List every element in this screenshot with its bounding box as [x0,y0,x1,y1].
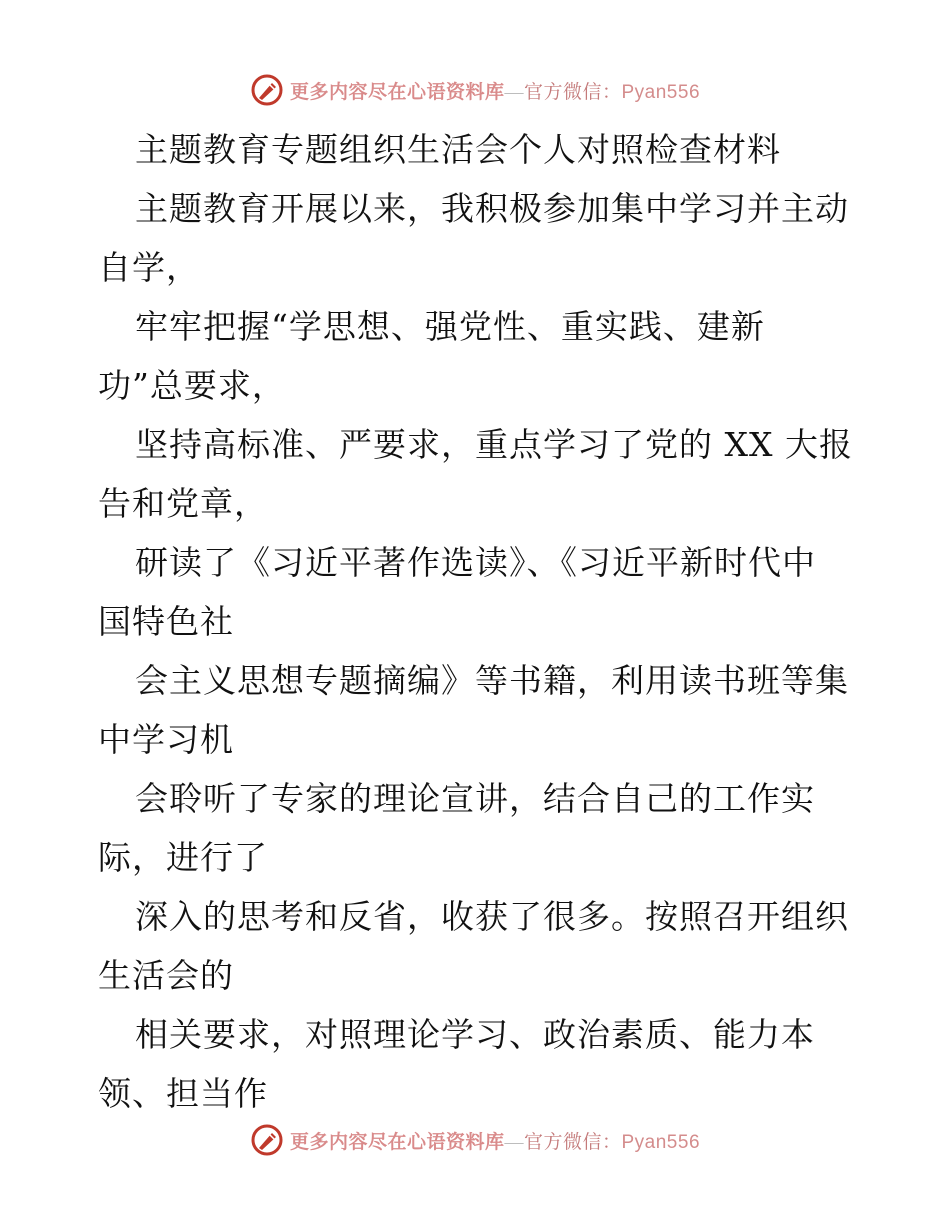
paragraph-line: 际，进行了 [98,838,268,877]
paragraph-line: 牢牢把握“学思想、强党性、重实践、建新 [135,307,765,346]
watermark-text: 更多内容尽在心语资料库—官方微信：Pyan556 [289,1131,701,1153]
paragraph-line: 相关要求，对照理论学习、政治素质、能力本 [135,1015,815,1054]
paragraph-line: 坚持高标准、严要求，重点学习了党的 XX 大报 [135,425,853,464]
paragraph-line: 中学习机 [98,720,234,759]
paragraph-line: 会聆听了专家的理论宣讲，结合自己的工作实 [135,779,815,818]
paragraph-line: 生活会的 [98,956,234,995]
paragraph-line: 功”总要求， [98,366,286,405]
fountain-pen-logo-icon [250,73,284,107]
document-body [98,120,858,1123]
paragraph-line: 会主义思想专题摘编》等书籍，利用读书班等集 [135,661,849,700]
header-watermark [0,70,950,110]
paragraph-line: 研读了《习近平著作选读》、《习近平新时代中 [135,543,816,582]
paragraph-line: 国特色社 [98,602,234,641]
paragraph-line: 领、担当作 [98,1074,268,1113]
watermark-text: 更多内容尽在心语资料库—官方微信：Pyan556 [289,81,701,103]
paragraph-line: 告和党章， [98,484,268,523]
paragraph-line: 深入的思考和反省，收获了很多。按照召开组织 [135,897,849,936]
document-title: 主题教育专题组织生活会个人对照检查材料 [135,130,781,169]
footer-watermark [0,1120,950,1160]
fountain-pen-logo-icon [250,1123,284,1157]
paragraph-line: 自学， [98,248,200,287]
paragraph-line: 主题教育开展以来，我积极参加集中学习并主动 [135,189,849,228]
